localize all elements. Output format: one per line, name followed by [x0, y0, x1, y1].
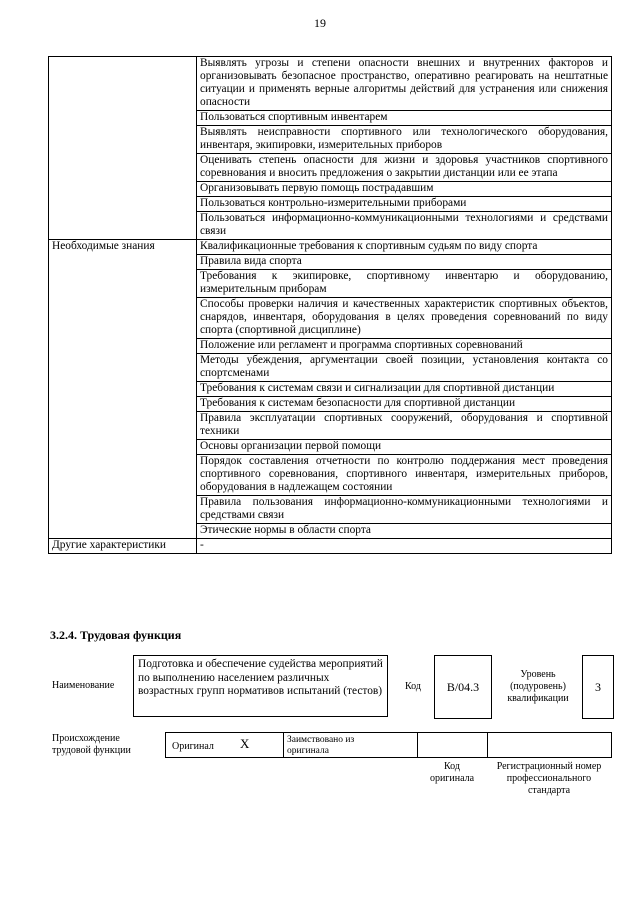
row-label-cell — [49, 57, 197, 240]
page-number: 19 — [314, 16, 326, 30]
origin-row — [165, 732, 612, 758]
borrowed-label: Заимствовано из оригинала — [287, 735, 355, 756]
row-text-cell: Этические нормы в области спорта — [197, 524, 612, 539]
original-label: Оригинал — [172, 741, 214, 752]
section-title: 3.2.4. Трудовая функция — [50, 628, 182, 642]
table-row — [49, 539, 612, 554]
name-label: Наименование — [52, 680, 115, 691]
level-value — [582, 655, 614, 719]
original-mark: X — [240, 736, 250, 751]
origin-borrowed-cell — [284, 733, 418, 757]
reg-number-caption: Регистрационный номер профессионального стандарта — [496, 761, 602, 796]
table-row — [49, 240, 612, 255]
row-text-cell: Требования к системам связи и сигнализации для спортивной дистанции — [197, 382, 612, 397]
code-label: Код — [405, 681, 421, 692]
row-text-cell: - — [197, 539, 612, 554]
row-text-cell: Порядок составления отчетности по контролю поддержания мест проведения спортивного соревнования, спортивного инвентаря, измерительных приборов, оборудования в надлежащем состоянии — [197, 455, 612, 496]
row-text-cell: Выявлять неисправности спортивного или технологического оборудования, инвентаря, экипировки, измерительных приборов — [197, 126, 612, 154]
row-text-cell: Способы проверки наличия и качественных характеристик спортивных объектов, снарядов, инвентаря, оборудования в целях проведения соревнований по виду спорта (спортивной дисциплине) — [197, 298, 612, 339]
row-text-cell: Основы организации первой помощи — [197, 440, 612, 455]
row-text-cell: Выявлять угрозы и степени опасности внешних и внутренних факторов и организовывать безопасное пространство, оперативно реагировать на нештатные ситуации и применять верные алгоритмы действий для устранения или снижения опасности — [197, 57, 612, 111]
row-text-cell: Методы убеждения, аргументации своей позиции, установления контакта со спортсменами — [197, 354, 612, 382]
row-text-cell: Пользоваться спортивным инвентарем — [197, 111, 612, 126]
level-value-text: 3 — [595, 679, 601, 694]
row-text-cell: Оценивать степень опасности для жизни и здоровья участников спортивного соревнования и вносить предложения о закрытии дистанции или ее этапа — [197, 154, 612, 182]
origin-label: Происхождение трудовой функции — [52, 733, 131, 756]
row-text-cell: Организовывать первую помощь пострадавшим — [197, 182, 612, 197]
function-code-text: B/04.3 — [446, 679, 480, 694]
row-text-cell: Правила пользования информационно-коммуникационными технологиями и средствами связи — [197, 496, 612, 524]
row-text-cell: Пользоваться контрольно-измерительными приборами — [197, 197, 612, 212]
row-label-cell: Другие характеристики — [49, 539, 197, 554]
level-label: Уровень (подуровень) квалификации — [507, 669, 569, 704]
row-label-cell: Необходимые знания — [49, 240, 197, 539]
row-text-cell: Положение или регламент и программа спортивных соревнований — [197, 339, 612, 354]
origin-reg-cell — [488, 733, 611, 757]
origin-original-cell — [166, 733, 284, 757]
row-text-cell: Правила эксплуатации спортивных сооружений, оборудования и спортивной техники — [197, 412, 612, 440]
row-text-cell: Квалификационные требования к спортивным судьям по виду спорта — [197, 240, 612, 255]
requirements-table — [48, 56, 612, 554]
row-text-cell: Требования к системам безопасности для спортивной дистанции — [197, 397, 612, 412]
function-name-value: Подготовка и обеспечение судейства мероприятий по выполнению населением различных возрастных групп нормативов испытаний (тестов) — [133, 655, 388, 717]
function-code-value — [434, 655, 492, 719]
code-original-caption: Код оригинала — [429, 761, 475, 784]
row-text-cell: Пользоваться информационно-коммуникационными технологиями и средствами связи — [197, 212, 612, 240]
row-text-cell: Правила вида спорта — [197, 255, 612, 270]
table-row — [49, 57, 612, 111]
row-text-cell: Требования к экипировке, спортивному инвентарю и оборудованию, измерительным приборам — [197, 270, 612, 298]
origin-code-cell — [418, 733, 488, 757]
